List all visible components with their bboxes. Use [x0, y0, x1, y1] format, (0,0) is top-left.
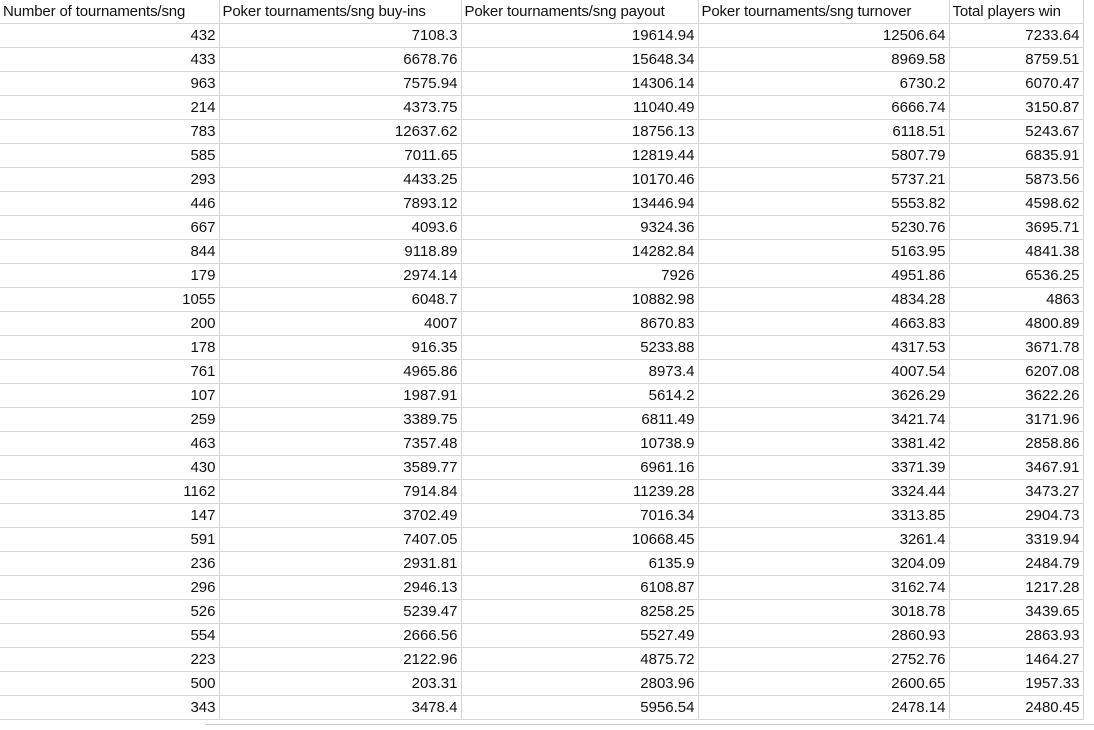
- cell-buy-ins[interactable]: 9118.89: [219, 240, 461, 264]
- cell-tournaments[interactable]: 463: [0, 432, 219, 456]
- table-row: [0, 456, 1083, 480]
- cell-tournaments[interactable]: 236: [0, 552, 219, 576]
- cell-players-win[interactable]: 4841.38: [949, 240, 1083, 264]
- cell-players-win[interactable]: 2904.73: [949, 504, 1083, 528]
- cell-players-win[interactable]: 1217.28: [949, 576, 1083, 600]
- cell-buy-ins[interactable]: 4007: [219, 312, 461, 336]
- cell-tournaments[interactable]: 500: [0, 672, 219, 696]
- cell-payout[interactable]: 19614.94: [461, 24, 698, 48]
- cell-payout[interactable]: 8670.83: [461, 312, 698, 336]
- cell-payout[interactable]: 6108.87: [461, 576, 698, 600]
- cell-payout[interactable]: 18756.13: [461, 120, 698, 144]
- cell-payout[interactable]: 6811.49: [461, 408, 698, 432]
- cell-turnover[interactable]: 3204.09: [698, 552, 949, 576]
- header-cell-players-win[interactable]: Total players win: [949, 0, 1083, 24]
- cell-tournaments[interactable]: 178: [0, 336, 219, 360]
- cell-payout[interactable]: 7016.34: [461, 504, 698, 528]
- cell-turnover[interactable]: 3018.78: [698, 600, 949, 624]
- cell-payout[interactable]: 12819.44: [461, 144, 698, 168]
- table-row: [0, 624, 1083, 648]
- table-row: [0, 528, 1083, 552]
- cell-players-win[interactable]: 1464.27: [949, 648, 1083, 672]
- cell-tournaments[interactable]: 1162: [0, 480, 219, 504]
- cell-turnover[interactable]: 2860.93: [698, 624, 949, 648]
- table-row: [0, 336, 1083, 360]
- cell-turnover[interactable]: 4007.54: [698, 360, 949, 384]
- cell-tournaments[interactable]: 433: [0, 48, 219, 72]
- table-row: [0, 216, 1083, 240]
- cell-tournaments[interactable]: 107: [0, 384, 219, 408]
- cell-buy-ins[interactable]: 203.31: [219, 672, 461, 696]
- cell-buy-ins[interactable]: 7357.48: [219, 432, 461, 456]
- cell-payout[interactable]: 5527.49: [461, 624, 698, 648]
- cell-payout[interactable]: 10738.9: [461, 432, 698, 456]
- cell-buy-ins[interactable]: 4433.25: [219, 168, 461, 192]
- cell-buy-ins[interactable]: 7914.84: [219, 480, 461, 504]
- cell-payout[interactable]: 11239.28: [461, 480, 698, 504]
- header-cell-payout[interactable]: Poker tournaments/sng payout: [461, 0, 698, 24]
- cell-tournaments[interactable]: 343: [0, 696, 219, 720]
- cell-players-win[interactable]: 2858.86: [949, 432, 1083, 456]
- table-row: [0, 312, 1083, 336]
- table-row: [0, 264, 1083, 288]
- cell-turnover[interactable]: 4317.53: [698, 336, 949, 360]
- table-row: [0, 696, 1083, 720]
- cell-tournaments[interactable]: 214: [0, 96, 219, 120]
- cell-turnover[interactable]: 3371.39: [698, 456, 949, 480]
- cell-payout[interactable]: 14282.84: [461, 240, 698, 264]
- table-row: [0, 168, 1083, 192]
- table-row: [0, 72, 1083, 96]
- table-row: [0, 384, 1083, 408]
- cell-payout[interactable]: 6135.9: [461, 552, 698, 576]
- table-row: [0, 408, 1083, 432]
- cell-tournaments[interactable]: 296: [0, 576, 219, 600]
- cell-players-win[interactable]: 1957.33: [949, 672, 1083, 696]
- cell-buy-ins[interactable]: 7407.05: [219, 528, 461, 552]
- cell-buy-ins[interactable]: 2122.96: [219, 648, 461, 672]
- table-row: [0, 432, 1083, 456]
- cell-tournaments[interactable]: 293: [0, 168, 219, 192]
- table-row: [0, 288, 1083, 312]
- cell-payout[interactable]: 8258.25: [461, 600, 698, 624]
- cell-buy-ins[interactable]: 4965.86: [219, 360, 461, 384]
- cell-buy-ins[interactable]: 2666.56: [219, 624, 461, 648]
- cell-tournaments[interactable]: 1055: [0, 288, 219, 312]
- cell-buy-ins[interactable]: 3589.77: [219, 456, 461, 480]
- header-row: [0, 0, 1083, 24]
- cell-payout[interactable]: 5233.88: [461, 336, 698, 360]
- cell-turnover[interactable]: 2478.14: [698, 696, 949, 720]
- cell-players-win[interactable]: 4800.89: [949, 312, 1083, 336]
- cell-players-win[interactable]: 5243.67: [949, 120, 1083, 144]
- cell-tournaments[interactable]: 963: [0, 72, 219, 96]
- table-row: [0, 576, 1083, 600]
- cell-buy-ins[interactable]: 4093.6: [219, 216, 461, 240]
- cell-turnover[interactable]: 5737.21: [698, 168, 949, 192]
- cell-buy-ins[interactable]: 6048.7: [219, 288, 461, 312]
- cell-payout[interactable]: 5614.2: [461, 384, 698, 408]
- cell-buy-ins[interactable]: 7893.12: [219, 192, 461, 216]
- table-row: [0, 648, 1083, 672]
- cell-buy-ins[interactable]: 916.35: [219, 336, 461, 360]
- cell-players-win[interactable]: 3171.96: [949, 408, 1083, 432]
- cell-payout[interactable]: 10170.46: [461, 168, 698, 192]
- cell-payout[interactable]: 13446.94: [461, 192, 698, 216]
- cell-players-win[interactable]: 3150.87: [949, 96, 1083, 120]
- cell-payout[interactable]: 5956.54: [461, 696, 698, 720]
- cell-turnover[interactable]: 5807.79: [698, 144, 949, 168]
- cell-players-win[interactable]: 2484.79: [949, 552, 1083, 576]
- cell-turnover[interactable]: 3626.29: [698, 384, 949, 408]
- cell-tournaments[interactable]: 430: [0, 456, 219, 480]
- cell-payout[interactable]: 4875.72: [461, 648, 698, 672]
- cell-buy-ins[interactable]: 3478.4: [219, 696, 461, 720]
- cell-payout[interactable]: 7926: [461, 264, 698, 288]
- cell-buy-ins[interactable]: 2931.81: [219, 552, 461, 576]
- cell-players-win[interactable]: 2480.45: [949, 696, 1083, 720]
- cell-turnover[interactable]: 4663.83: [698, 312, 949, 336]
- table-row: [0, 552, 1083, 576]
- table-row: [0, 120, 1083, 144]
- cell-turnover[interactable]: 2752.76: [698, 648, 949, 672]
- cell-payout[interactable]: 10882.98: [461, 288, 698, 312]
- header-cell-turnover[interactable]: Poker tournaments/sng turnover: [698, 0, 949, 24]
- cell-players-win[interactable]: 6070.47: [949, 72, 1083, 96]
- cell-players-win[interactable]: 3319.94: [949, 528, 1083, 552]
- cell-buy-ins[interactable]: 3389.75: [219, 408, 461, 432]
- cell-turnover[interactable]: 6666.74: [698, 96, 949, 120]
- cell-buy-ins[interactable]: 2974.14: [219, 264, 461, 288]
- cell-payout[interactable]: 11040.49: [461, 96, 698, 120]
- cell-payout[interactable]: 2803.96: [461, 672, 698, 696]
- cell-buy-ins[interactable]: 7575.94: [219, 72, 461, 96]
- cell-players-win[interactable]: 4863: [949, 288, 1083, 312]
- cell-tournaments[interactable]: 200: [0, 312, 219, 336]
- header-cell-tournaments[interactable]: Number of tournaments/sng: [0, 0, 219, 24]
- cell-turnover[interactable]: 3381.42: [698, 432, 949, 456]
- cell-players-win[interactable]: 4598.62: [949, 192, 1083, 216]
- cell-turnover[interactable]: 5163.95: [698, 240, 949, 264]
- cell-payout[interactable]: 15648.34: [461, 48, 698, 72]
- cell-turnover[interactable]: 2600.65: [698, 672, 949, 696]
- cell-turnover[interactable]: 3162.74: [698, 576, 949, 600]
- cell-tournaments[interactable]: 591: [0, 528, 219, 552]
- cell-turnover[interactable]: 3324.44: [698, 480, 949, 504]
- cell-turnover[interactable]: 12506.64: [698, 24, 949, 48]
- table-row: [0, 144, 1083, 168]
- cell-tournaments[interactable]: 585: [0, 144, 219, 168]
- table-row: [0, 360, 1083, 384]
- table-row: [0, 48, 1083, 72]
- cell-turnover[interactable]: 8969.58: [698, 48, 949, 72]
- cell-turnover[interactable]: 4951.86: [698, 264, 949, 288]
- cell-buy-ins[interactable]: 3702.49: [219, 504, 461, 528]
- cell-turnover[interactable]: 5553.82: [698, 192, 949, 216]
- cell-buy-ins[interactable]: 7108.3: [219, 24, 461, 48]
- cell-players-win[interactable]: 6835.91: [949, 144, 1083, 168]
- cell-buy-ins[interactable]: 12637.62: [219, 120, 461, 144]
- table-row: [0, 600, 1083, 624]
- cell-turnover[interactable]: 5230.76: [698, 216, 949, 240]
- cell-payout[interactable]: 6961.16: [461, 456, 698, 480]
- cell-players-win[interactable]: 3622.26: [949, 384, 1083, 408]
- cell-tournaments[interactable]: 761: [0, 360, 219, 384]
- cell-buy-ins[interactable]: 1987.91: [219, 384, 461, 408]
- cell-payout[interactable]: 14306.14: [461, 72, 698, 96]
- cell-buy-ins[interactable]: 6678.76: [219, 48, 461, 72]
- cell-tournaments[interactable]: 667: [0, 216, 219, 240]
- table-row: [0, 192, 1083, 216]
- table-row: [0, 240, 1083, 264]
- cell-tournaments[interactable]: 526: [0, 600, 219, 624]
- cell-players-win[interactable]: 3439.65: [949, 600, 1083, 624]
- cell-payout[interactable]: 10668.45: [461, 528, 698, 552]
- cell-payout[interactable]: 8973.4: [461, 360, 698, 384]
- cell-turnover[interactable]: 4834.28: [698, 288, 949, 312]
- cell-players-win[interactable]: 2863.93: [949, 624, 1083, 648]
- cell-buy-ins[interactable]: 2946.13: [219, 576, 461, 600]
- cell-tournaments[interactable]: 432: [0, 24, 219, 48]
- cell-players-win[interactable]: 5873.56: [949, 168, 1083, 192]
- table-row: [0, 504, 1083, 528]
- cell-turnover[interactable]: 3421.74: [698, 408, 949, 432]
- cell-players-win[interactable]: 6536.25: [949, 264, 1083, 288]
- cell-tournaments[interactable]: 554: [0, 624, 219, 648]
- cell-players-win[interactable]: 3467.91: [949, 456, 1083, 480]
- cell-tournaments[interactable]: 259: [0, 408, 219, 432]
- table-row: [0, 96, 1083, 120]
- cell-turnover[interactable]: 6118.51: [698, 120, 949, 144]
- cell-tournaments[interactable]: 844: [0, 240, 219, 264]
- grid-divider: [205, 724, 1094, 725]
- cell-players-win[interactable]: 8759.51: [949, 48, 1083, 72]
- cell-tournaments[interactable]: 783: [0, 120, 219, 144]
- cell-tournaments[interactable]: 446: [0, 192, 219, 216]
- cell-buy-ins[interactable]: 4373.75: [219, 96, 461, 120]
- cell-buy-ins[interactable]: 5239.47: [219, 600, 461, 624]
- cell-players-win[interactable]: 3473.27: [949, 480, 1083, 504]
- cell-payout[interactable]: 9324.36: [461, 216, 698, 240]
- table-row: [0, 672, 1083, 696]
- table-row: [0, 480, 1083, 504]
- cell-tournaments[interactable]: 179: [0, 264, 219, 288]
- cell-tournaments[interactable]: 147: [0, 504, 219, 528]
- cell-turnover[interactable]: 6730.2: [698, 72, 949, 96]
- table-row: [0, 24, 1083, 48]
- cell-players-win[interactable]: 3695.71: [949, 216, 1083, 240]
- cell-turnover[interactable]: 3313.85: [698, 504, 949, 528]
- cell-players-win[interactable]: 6207.08: [949, 360, 1083, 384]
- cell-tournaments[interactable]: 223: [0, 648, 219, 672]
- cell-turnover[interactable]: 3261.4: [698, 528, 949, 552]
- table-body: [0, 24, 1083, 720]
- cell-players-win[interactable]: 3671.78: [949, 336, 1083, 360]
- cell-buy-ins[interactable]: 7011.65: [219, 144, 461, 168]
- header-cell-buy-ins[interactable]: Poker tournaments/sng buy-ins: [219, 0, 461, 24]
- cell-players-win[interactable]: 7233.64: [949, 24, 1083, 48]
